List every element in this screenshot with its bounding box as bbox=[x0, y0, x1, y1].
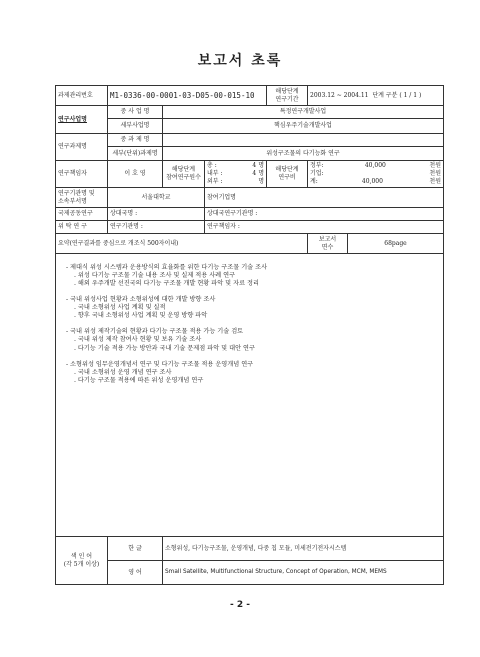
project-sub-label: 세부(단위)과제명 bbox=[108, 147, 163, 161]
program-detail-value: 핵심우주기술개발사업 bbox=[163, 119, 444, 134]
summary-list bbox=[66, 264, 433, 385]
consign-org: 연구기관명 : bbox=[108, 221, 205, 234]
intl-partner-org: 상대국연구기관명 : bbox=[205, 208, 444, 221]
company-label: 참여기업명 bbox=[205, 188, 444, 208]
cost-box: 정부: 40,000 천원 기업: 천원 계: 40,000 천원 bbox=[308, 161, 444, 188]
project-label: 연구과제명 bbox=[56, 134, 108, 161]
period-value: 2003.12 ~ 2004.11 bbox=[310, 91, 369, 99]
program-mid-value: 특정연구개발사업 bbox=[163, 106, 444, 119]
page-number: - 2 - bbox=[230, 600, 250, 610]
cost-label: 해당단계 연구비 bbox=[267, 161, 308, 188]
count-label: 해당단계 참여연구원수 bbox=[163, 161, 205, 188]
consign-label: 위 탁 연 구 bbox=[56, 221, 108, 234]
org-label: 연구기관명 및 소속부서명 bbox=[56, 188, 108, 208]
stage-value: ( 1 / 1 ) bbox=[399, 91, 422, 99]
intl-partner: 상대국명 : bbox=[108, 208, 205, 221]
summary-item: - 제대식 위성 시스템과 운용방식의 효율화를 위한 다기능 구조물 기술 조사 . 위성 다기능 구조물 기술 내용 조사 및 실제 적용 사례 연구 . 해외 우주개발 선진국의 다기능 구조물 개발 현황 파악 및 자료 정리 bbox=[66, 264, 268, 288]
pages-label: 보고서 면수 bbox=[308, 234, 348, 254]
keywords-en-label: 영 어 bbox=[108, 561, 163, 585]
stage-label: 단계 구분 bbox=[372, 91, 398, 99]
keywords-ko: 소형위성, 다기능구조물, 운영개념, 다중 칩 모듈, 미세전기전자시스템 bbox=[163, 537, 444, 561]
project-big-value bbox=[163, 134, 444, 147]
project-big-label: 중 과 제 명 bbox=[108, 134, 163, 147]
page-title: 보고서 초록 bbox=[197, 53, 283, 69]
summary-item: - 국내 위성 제작기술의 현황과 다기능 구조물 적용 가능 기술 검토 . 국내 위성 제작 참여사 현황 및 보유 기술 조사 . 다기능 기술 적용 가능 방안과 국내 기술 문제점 파악 및 대안 연구 bbox=[66, 328, 255, 352]
abstract-form bbox=[55, 85, 444, 585]
summary-item: - 국내 위성사업 현황과 소형위성에 대한 개발 방향 조사 . 국내 소형위성 사업 계획 및 실적 . 향후 국내 소형위성 사업 계획 및 운영 방향 파악 bbox=[66, 296, 216, 320]
intl-label: 국제공동연구 bbox=[56, 208, 108, 221]
researcher-label: 연구책임자 bbox=[56, 161, 108, 188]
period-label: 해당단계 연구기간 bbox=[267, 86, 308, 106]
summary-label: 요약(연구결과를 중심으로 개조식 500자이내) bbox=[56, 234, 308, 254]
mgmt-label: 과제관리번호 bbox=[56, 86, 108, 106]
keywords-en: Small Satellite, Multifunctional Structure, Concept of Operation, MCM, MEMS bbox=[163, 561, 444, 585]
project-sub-value: 위성구조물의 다기능화 연구 bbox=[163, 147, 444, 161]
org-value: 서울대학교 bbox=[108, 188, 205, 208]
consign-head: 연구책임자 : bbox=[205, 221, 444, 234]
keywords-label: 색 인 어 (각 5개 이상) bbox=[56, 537, 108, 585]
pages-value: 68page bbox=[348, 234, 444, 254]
program-detail-label: 세부사업명 bbox=[108, 119, 163, 134]
count-box: 총 : 4 명 내부 : 4 명 외부 : 명 bbox=[205, 161, 267, 188]
researcher-name: 이 호 영 bbox=[108, 161, 163, 188]
mgmt-id: M1-0336-00-0001-03-D05-00-015-10 bbox=[108, 86, 267, 106]
summary-item: - 소형위성 임무운영개념서 연구 및 다기능 구조물 적용 운영개념 연구 . 국내 소형위성 운영 개념 연구 조사 . 다기능 구조물 적용에 따른 위성 운영개념 연구 bbox=[66, 360, 254, 384]
program-mid-label: 중 사 업 명 bbox=[108, 106, 163, 119]
program-label: 연구사업명 bbox=[56, 106, 108, 134]
summary-body bbox=[56, 254, 444, 537]
keywords-ko-label: 한 글 bbox=[108, 537, 163, 561]
